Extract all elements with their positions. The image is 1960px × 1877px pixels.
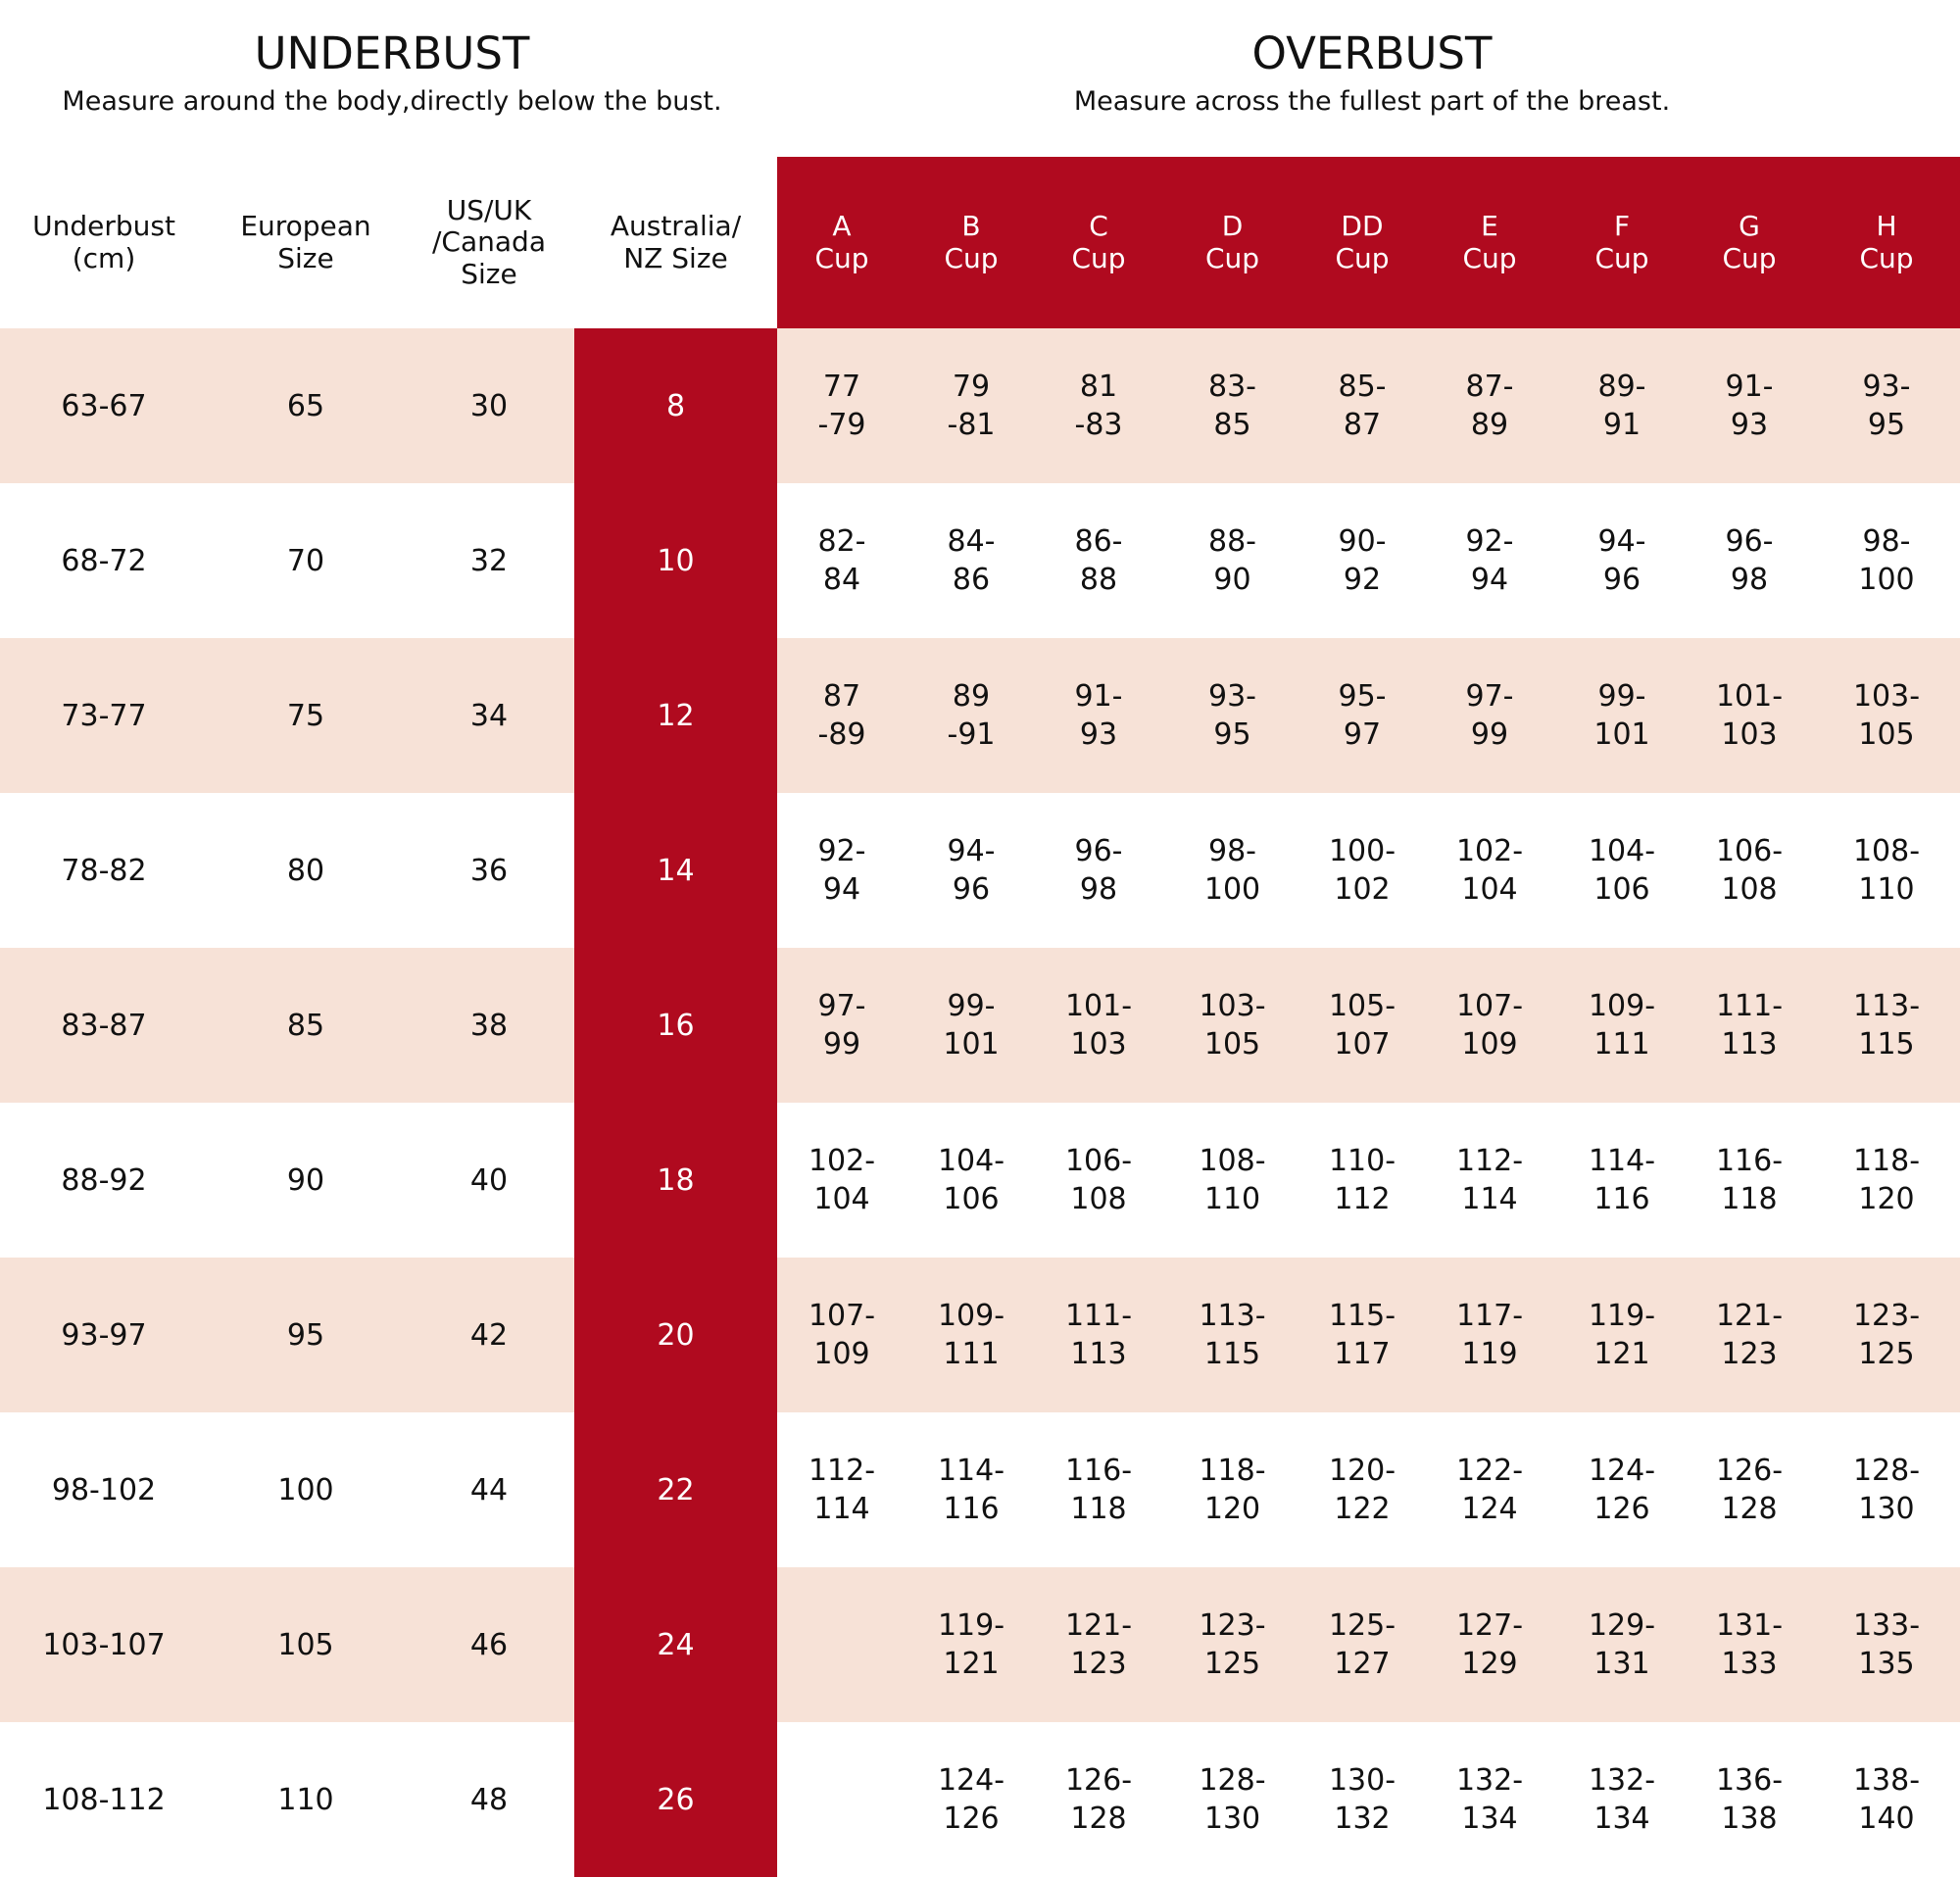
cup-measure-cell: 132- 134 (1588, 1763, 1656, 1836)
underbust-cm-cell: 93-97 (61, 1317, 147, 1353)
cup-measure-cell: 95- 97 (1338, 679, 1387, 752)
us-uk-canada-size-cell: 34 (469, 698, 509, 733)
cup-measure-cell: 131- 133 (1715, 1608, 1784, 1681)
european-size-cell: 75 (286, 698, 325, 733)
cup-measure-cell: 85- 87 (1338, 370, 1387, 442)
european-size-cell: 100 (277, 1472, 334, 1507)
underbust-cm-cell: 98-102 (51, 1472, 157, 1507)
cup-measure-cell: 111- 113 (1715, 989, 1784, 1062)
cup-measure-cell: 96- 98 (1725, 524, 1774, 597)
cup-measure-cell: 107- 109 (1455, 989, 1524, 1062)
european-size-cell: 70 (286, 543, 325, 578)
cup-measure-cell: 123- 125 (1852, 1299, 1921, 1371)
us-uk-canada-size-cell: 44 (469, 1472, 509, 1507)
cup-measure-cell: 118- 120 (1199, 1454, 1266, 1526)
cup-measure-cell: 84- 86 (947, 524, 996, 597)
us-uk-canada-size-cell: 32 (469, 543, 509, 578)
us-uk-canada-size-cell: 42 (469, 1317, 509, 1353)
underbust-cm-cell: 63-67 (61, 388, 147, 423)
header-cup-0: A Cup (814, 210, 869, 274)
european-size-cell: 80 (286, 853, 325, 888)
cup-measure-cell: 94- 96 (1597, 524, 1646, 597)
underbust-cm-cell: 68-72 (61, 543, 147, 578)
cup-measure-cell: 91- 93 (1074, 679, 1123, 752)
cup-measure-cell: 103- 105 (1199, 989, 1266, 1062)
header-cup-2: C Cup (1071, 210, 1126, 274)
underbust-subtitle: Measure around the body,directly below the bust. (62, 85, 722, 117)
cup-measure-cell: 113- 115 (1199, 1299, 1266, 1371)
cup-measure-cell: 101- 103 (1715, 679, 1784, 752)
cup-measure-cell: 115- 117 (1328, 1299, 1396, 1371)
cup-measure-cell: 112- 114 (808, 1454, 876, 1526)
cup-measure-cell: 116- 118 (1064, 1454, 1133, 1526)
australia-nz-size-cell: 12 (657, 698, 695, 733)
cup-measure-cell: 109- 111 (937, 1299, 1005, 1371)
header-us-uk-canada-size: US/UK /Canada Size (432, 194, 546, 290)
cup-measure-cell: 90- 92 (1338, 524, 1387, 597)
cup-measure-cell: 126- 128 (1064, 1763, 1133, 1836)
underbust-section-header (20, 29, 764, 118)
cup-measure-cell: 138- 140 (1852, 1763, 1921, 1836)
cup-measure-cell: 104- 106 (937, 1144, 1005, 1216)
australia-nz-size-cell: 8 (665, 388, 686, 423)
cup-measure-cell: 113- 115 (1852, 989, 1921, 1062)
cup-measure-cell: 101- 103 (1064, 989, 1133, 1062)
cup-measure-cell: 88- 90 (1208, 524, 1256, 597)
cup-measure-cell: 105- 107 (1328, 989, 1396, 1062)
australia-nz-size-cell: 22 (657, 1472, 695, 1507)
cup-measure-cell: 87 -89 (817, 679, 866, 752)
cup-measure-cell: 129- 131 (1588, 1608, 1656, 1681)
european-size-cell: 85 (286, 1008, 325, 1043)
underbust-cm-cell: 73-77 (61, 698, 147, 733)
us-uk-canada-size-cell: 38 (469, 1008, 509, 1043)
us-uk-canada-size-cell: 30 (469, 388, 509, 423)
cup-measure-cell: 126- 128 (1715, 1454, 1784, 1526)
australia-nz-size-cell: 18 (657, 1162, 695, 1198)
australia-nz-size-cell: 10 (657, 543, 695, 578)
cup-measure-cell: 119- 121 (937, 1608, 1005, 1681)
cup-measure-cell: 99- 101 (943, 989, 1000, 1062)
us-uk-canada-size-cell: 40 (469, 1162, 509, 1198)
cup-measure-cell: 79 -81 (947, 370, 996, 442)
cup-measure-cell: 130- 132 (1328, 1763, 1396, 1836)
cup-measure-cell: 121- 123 (1715, 1299, 1784, 1371)
header-underbust-cm: Underbust (cm) (32, 210, 175, 274)
cup-measure-cell (777, 1722, 906, 1877)
european-size-cell: 105 (277, 1627, 334, 1662)
cup-measure-cell: 120- 122 (1328, 1454, 1396, 1526)
cup-measure-cell: 121- 123 (1064, 1608, 1133, 1681)
cup-measure-cell: 108- 110 (1852, 834, 1921, 907)
cup-measure-cell: 97- 99 (1465, 679, 1514, 752)
cup-measure-cell: 86- 88 (1074, 524, 1123, 597)
cup-measure-cell: 114- 116 (937, 1454, 1005, 1526)
cup-measure-cell: 123- 125 (1199, 1608, 1266, 1681)
cup-measure-cell: 92- 94 (1465, 524, 1514, 597)
cup-measure-cell: 102- 104 (808, 1144, 876, 1216)
cup-measure-cell: 87- 89 (1465, 370, 1514, 442)
cup-measure-cell: 82- 84 (817, 524, 866, 597)
cup-measure-cell: 128- 130 (1199, 1763, 1266, 1836)
cup-measure-cell: 128- 130 (1852, 1454, 1921, 1526)
cup-measure-cell: 111- 113 (1064, 1299, 1133, 1371)
cup-measure-cell: 124- 126 (1588, 1454, 1656, 1526)
cup-measure-cell: 107- 109 (808, 1299, 876, 1371)
underbust-title: UNDERBUST (254, 27, 530, 79)
cup-measure-cell: 81 -83 (1074, 370, 1123, 442)
cup-measure-cell: 117- 119 (1455, 1299, 1524, 1371)
cup-measure-cell: 122- 124 (1455, 1454, 1524, 1526)
australia-nz-size-cell: 24 (657, 1627, 695, 1662)
overbust-section-header (784, 29, 1960, 118)
cup-measure-cell: 108- 110 (1199, 1144, 1266, 1216)
header-cup-8: H Cup (1859, 210, 1914, 274)
header-cup-7: G Cup (1722, 210, 1777, 274)
underbust-cm-cell: 88-92 (61, 1162, 147, 1198)
european-size-cell: 95 (286, 1317, 325, 1353)
cup-measure-cell (777, 1567, 906, 1722)
us-uk-canada-size-cell: 46 (469, 1627, 509, 1662)
cup-measure-cell: 77 -79 (817, 370, 866, 442)
cup-measure-cell: 98- 100 (1858, 524, 1915, 597)
header-australia-nz-size: Australia/ NZ Size (610, 210, 742, 274)
cup-measure-cell: 106- 108 (1064, 1144, 1133, 1216)
cup-measure-cell: 99- 101 (1593, 679, 1650, 752)
australia-nz-size-cell: 14 (657, 853, 695, 888)
australia-nz-size-cell: 16 (657, 1008, 695, 1043)
cup-measure-cell: 133- 135 (1852, 1608, 1921, 1681)
cup-measure-cell: 103- 105 (1852, 679, 1921, 752)
cup-measure-cell: 93- 95 (1208, 679, 1256, 752)
cup-measure-cell: 132- 134 (1455, 1763, 1524, 1836)
cup-measure-cell: 93- 95 (1862, 370, 1911, 442)
cup-measure-cell: 98- 100 (1203, 834, 1261, 907)
underbust-cm-cell: 78-82 (61, 853, 147, 888)
cup-measure-cell: 97- 99 (817, 989, 866, 1062)
cup-measure-cell: 136- 138 (1715, 1763, 1784, 1836)
cup-measure-cell: 92- 94 (817, 834, 866, 907)
cup-measure-cell: 127- 129 (1455, 1608, 1524, 1681)
us-uk-canada-size-cell: 48 (469, 1782, 509, 1817)
underbust-cm-cell: 103-107 (42, 1627, 166, 1662)
overbust-title: OVERBUST (1251, 27, 1493, 79)
header-cup-5: E Cup (1462, 210, 1517, 274)
cup-measure-cell: 119- 121 (1588, 1299, 1656, 1371)
cup-measure-cell: 83- 85 (1208, 370, 1256, 442)
european-size-cell: 65 (286, 388, 325, 423)
overbust-subtitle: Measure across the fullest part of the breast. (1073, 85, 1671, 117)
cup-measure-cell: 100- 102 (1328, 834, 1396, 907)
cup-measure-cell: 89 -91 (947, 679, 996, 752)
underbust-cm-cell: 108-112 (42, 1782, 166, 1817)
cup-measure-cell: 118- 120 (1852, 1144, 1921, 1216)
cup-measure-cell: 124- 126 (937, 1763, 1005, 1836)
header-cup-3: D Cup (1204, 210, 1260, 274)
underbust-cm-cell: 83-87 (61, 1008, 147, 1043)
header-european-size: European Size (240, 210, 371, 274)
cup-measure-cell: 106- 108 (1715, 834, 1784, 907)
european-size-cell: 110 (277, 1782, 334, 1817)
cup-measure-cell: 110- 112 (1328, 1144, 1396, 1216)
cup-measure-cell: 102- 104 (1455, 834, 1524, 907)
header-cup-1: B Cup (944, 210, 999, 274)
european-size-cell: 90 (286, 1162, 325, 1198)
australia-nz-size-cell: 26 (657, 1782, 695, 1817)
cup-measure-cell: 91- 93 (1725, 370, 1774, 442)
cup-measure-cell: 89- 91 (1597, 370, 1646, 442)
cup-measure-cell: 94- 96 (947, 834, 996, 907)
cup-measure-cell: 114- 116 (1588, 1144, 1656, 1216)
australia-nz-size-cell: 20 (657, 1317, 695, 1353)
us-uk-canada-size-cell: 36 (469, 853, 509, 888)
header-cup-4: DD Cup (1335, 210, 1390, 274)
cup-measure-cell: 96- 98 (1074, 834, 1123, 907)
cup-measure-cell: 109- 111 (1588, 989, 1656, 1062)
cup-measure-cell: 104- 106 (1588, 834, 1656, 907)
cup-measure-cell: 125- 127 (1328, 1608, 1396, 1681)
cup-measure-cell: 112- 114 (1455, 1144, 1524, 1216)
header-cup-6: F Cup (1594, 210, 1649, 274)
cup-measure-cell: 116- 118 (1715, 1144, 1784, 1216)
